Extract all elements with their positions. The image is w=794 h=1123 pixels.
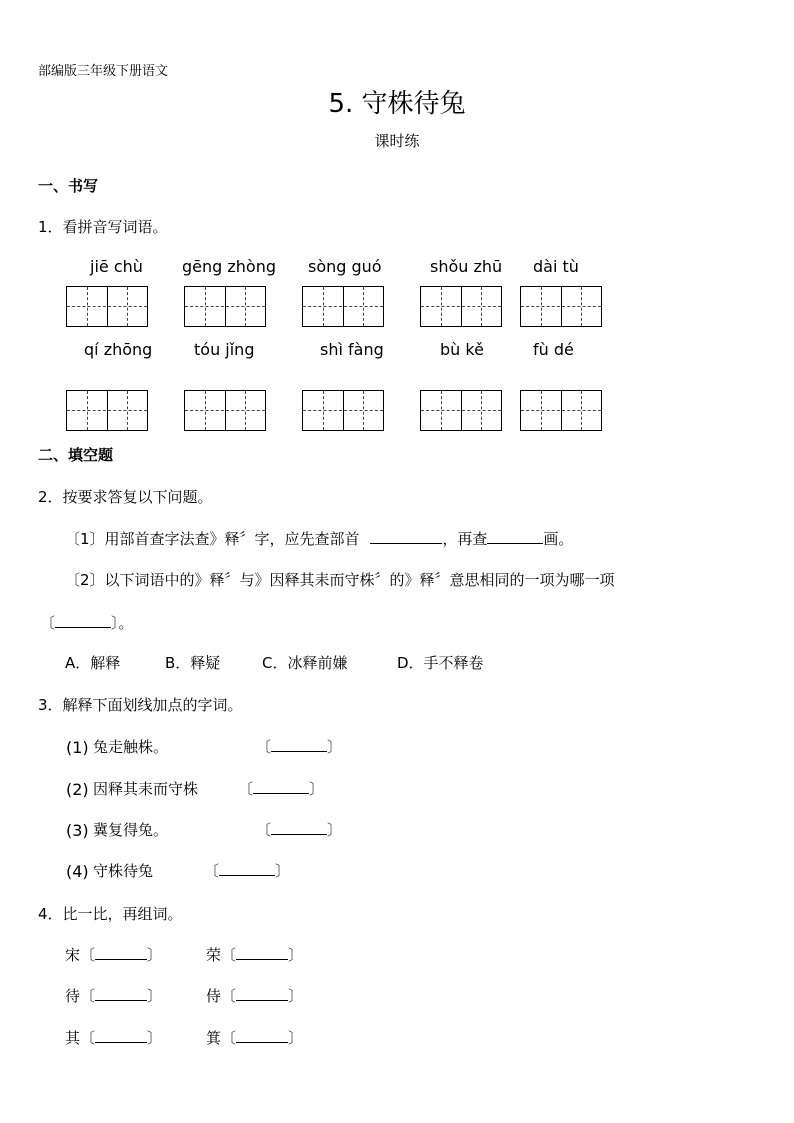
answer-blank[interactable] — [219, 861, 275, 876]
paren-close: 〕 — [288, 987, 304, 1005]
writing-grid[interactable] — [520, 390, 602, 431]
publisher-label: 部编版三年级下册语文 — [38, 64, 169, 79]
pinyin-label: dài tù — [533, 257, 579, 276]
answer-blank[interactable] — [236, 1028, 288, 1043]
answer-blank[interactable] — [487, 529, 543, 544]
question-2-1 — [65, 528, 573, 549]
item-text: 守株待兔 — [93, 862, 154, 880]
paren-open: 〔 — [256, 821, 272, 839]
answer-blank[interactable] — [271, 820, 327, 835]
answer-blank[interactable] — [95, 945, 147, 960]
compare-item — [65, 985, 162, 1006]
item-number: (2) — [66, 780, 89, 799]
option-b: B．释疑 — [165, 654, 221, 672]
answer-blank[interactable] — [95, 986, 147, 1001]
pinyin-label: qí zhōng — [84, 340, 153, 359]
paren-close: 〕 — [327, 738, 343, 756]
question-4: 4．比一比，再组词。 — [38, 905, 183, 923]
page-subtitle: 课时练 — [374, 132, 420, 150]
item-text: 因释其耒而守株 — [93, 780, 199, 798]
question-2-2-answer — [40, 612, 134, 633]
answer-parens — [256, 819, 342, 840]
page-title: 5. 守株待兔 — [328, 89, 466, 119]
character: 待 — [65, 987, 81, 1005]
question-2-2: 〔2〕以下词语中的》释〞与》因释其耒而守株〞的》释〞意思相同的一项为哪一项 — [65, 571, 615, 589]
writing-grid[interactable] — [66, 286, 148, 327]
pinyin-label: sòng guó — [308, 257, 382, 276]
pinyin-label: jiē chù — [90, 257, 143, 276]
section-heading-fill-in: 二、填空题 — [38, 446, 114, 464]
question-3: 3．解释下面划线加点的字词。 — [38, 696, 243, 714]
item-text: 冀复得兔。 — [93, 821, 169, 839]
compare-item — [65, 1027, 162, 1048]
writing-grid[interactable] — [520, 286, 602, 327]
paren-open: 〔 — [221, 987, 237, 1005]
character: 宋 — [65, 946, 81, 964]
paren-open: 〔 — [80, 946, 96, 964]
item-number: (1) — [66, 738, 89, 757]
paren-close: 〕 — [147, 1029, 163, 1047]
writing-grid[interactable] — [302, 286, 384, 327]
pinyin-label: shì fàng — [320, 340, 384, 359]
question-2-1-text: 〔1〕用部首查字法查》释〞字，应先查部首 — [65, 530, 360, 548]
compare-item — [206, 985, 303, 1006]
paren-open: 〔 — [80, 1029, 96, 1047]
answer-parens — [256, 736, 342, 757]
paren-open: 〔 — [80, 987, 96, 1005]
paren-close: 〕 — [147, 987, 163, 1005]
paren-close: 〕 — [327, 821, 343, 839]
answer-parens — [238, 778, 324, 799]
answer-blank[interactable] — [271, 737, 327, 752]
paren-close: 〕。 — [111, 614, 134, 632]
answer-parens — [204, 860, 290, 881]
question-2-1-text: ，再查 — [442, 530, 488, 548]
question-1: 1．看拼音写词语。 — [38, 218, 168, 236]
option-a: A．解释 — [65, 654, 121, 672]
answer-blank[interactable] — [370, 529, 442, 544]
paren-close: 〕 — [288, 946, 304, 964]
answer-blank[interactable] — [55, 613, 111, 628]
character: 其 — [65, 1029, 81, 1047]
writing-grid[interactable] — [184, 390, 266, 431]
section-heading-writing: 一、书写 — [38, 177, 99, 195]
character: 箕 — [206, 1029, 222, 1047]
answer-blank[interactable] — [236, 945, 288, 960]
option-c: C．冰释前嫌 — [262, 654, 348, 672]
compare-item — [206, 944, 303, 965]
paren-open: 〔 — [238, 780, 254, 798]
pinyin-label: gēng zhòng — [182, 257, 277, 276]
pinyin-label: bù kě — [440, 340, 484, 359]
question-2-1-text: 画。 — [543, 530, 574, 548]
paren-close: 〕 — [275, 862, 291, 880]
paren-open: 〔 — [221, 1029, 237, 1047]
pinyin-label: shǒu zhū — [430, 257, 503, 276]
option-d: D．手不释卷 — [397, 654, 484, 672]
paren-open: 〔 — [204, 862, 220, 880]
writing-grid[interactable] — [184, 286, 266, 327]
compare-item — [65, 944, 162, 965]
question-2: 2．按要求答复以下问题。 — [38, 488, 213, 506]
paren-close: 〕 — [147, 946, 163, 964]
paren-open: 〔 — [221, 946, 237, 964]
answer-blank[interactable] — [253, 779, 309, 794]
paren-close: 〕 — [288, 1029, 304, 1047]
paren-open: 〔 — [256, 738, 272, 756]
writing-grid[interactable] — [302, 390, 384, 431]
character: 侍 — [206, 987, 222, 1005]
compare-item — [206, 1027, 303, 1048]
writing-grid[interactable] — [66, 390, 148, 431]
character: 荣 — [206, 946, 222, 964]
answer-blank[interactable] — [95, 1028, 147, 1043]
pinyin-label: fù dé — [533, 340, 574, 359]
item-text: 兔走触株。 — [93, 738, 169, 756]
item-number: (3) — [66, 821, 89, 840]
pinyin-label: tóu jǐng — [194, 340, 255, 359]
paren-open: 〔 — [40, 614, 56, 632]
writing-grid[interactable] — [420, 286, 502, 327]
writing-grid[interactable] — [420, 390, 502, 431]
item-number: (4) — [66, 862, 89, 881]
paren-close: 〕 — [309, 780, 325, 798]
answer-blank[interactable] — [236, 986, 288, 1001]
